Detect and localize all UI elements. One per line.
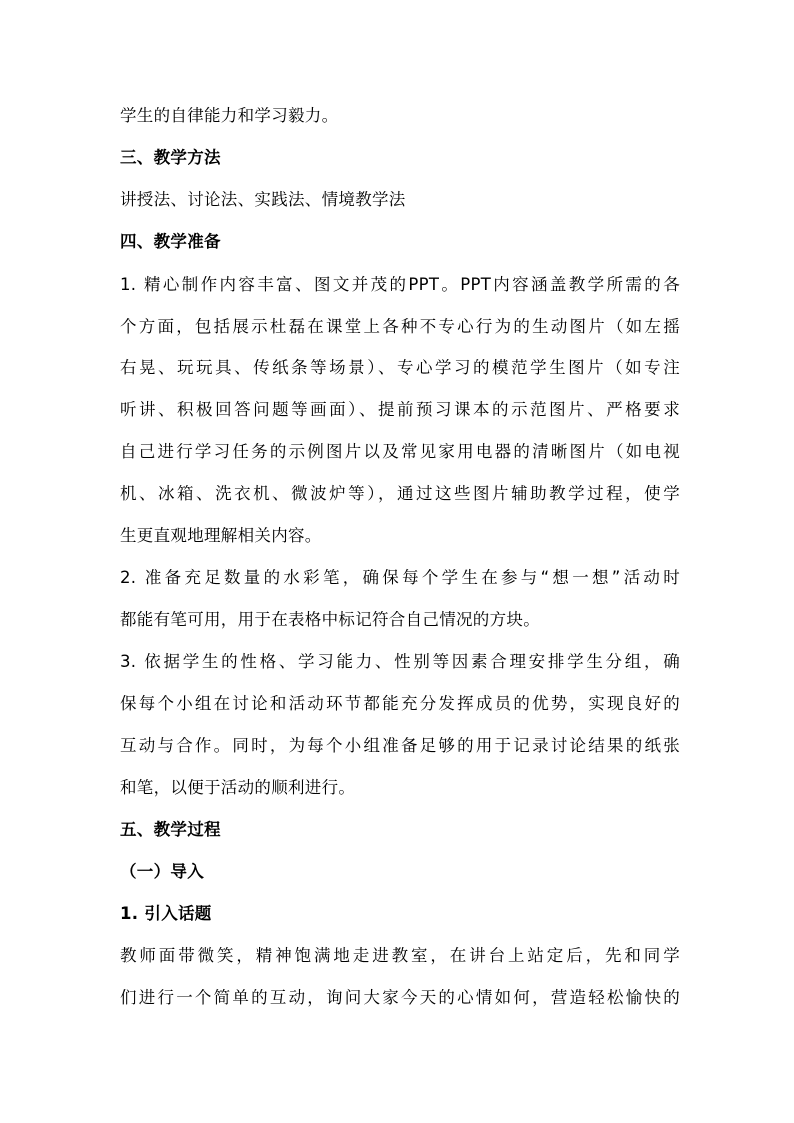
intro-paragraph-line-2: 们进行一个简单的互动，询问大家今天的心情如何，营造轻松愉快的 <box>120 988 680 1007</box>
prep-item-3-line-4: 和笔，以便于活动的顺利进行。 <box>120 778 356 797</box>
prep-item-1-line-2: 个方面，包括展示杜磊在课堂上各种不专心行为的生动图片（如左摇 <box>120 317 680 336</box>
sub-subsection-heading-topic: 1. 引入话题 <box>120 904 212 923</box>
paragraph-line-continuation: 学生的自律能力和学习毅力。 <box>120 106 339 125</box>
prep-item-3-line-2: 保每个小组在讨论和活动环节都能充分发挥成员的优势，实现良好的 <box>120 694 680 713</box>
prep-item-2-line-1: 2. 准备充足数量的水彩笔，确保每个学生在参与“想一想”活动时 <box>120 568 680 587</box>
prep-item-1-line-7: 生更直观地理解相关内容。 <box>120 526 322 545</box>
prep-item-3-line-3: 互动与合作。同时，为每个小组准备足够的用于记录讨论结果的纸张 <box>120 736 680 755</box>
prep-item-1-line-4: 听讲、积极回答问题等画面）、提前预习课本的示范图片、严格要求 <box>120 400 680 419</box>
prep-item-3-line-1: 3. 依据学生的性格、学习能力、性别等因素合理安排学生分组，确 <box>120 652 680 671</box>
prep-item-2-line-2: 都能有笔可用，用于在表格中标记符合自己情况的方块。 <box>120 610 540 629</box>
prep-item-1-line-3: 右晃、玩玩具、传纸条等场景）、专心学习的模范学生图片（如专注 <box>120 358 680 377</box>
subsection-heading-introduction: （一）导入 <box>120 862 204 881</box>
prep-item-1-line-1: 1. 精心制作内容丰富、图文并茂的PPT。PPT内容涵盖教学所需的各 <box>120 275 680 294</box>
section-heading-teaching-preparation: 四、教学准备 <box>120 232 221 251</box>
prep-item-1-line-6: 机、冰箱、洗衣机、微波炉等），通过这些图片辅助教学过程，使学 <box>120 484 680 503</box>
section-heading-teaching-methods: 三、教学方法 <box>120 148 221 167</box>
intro-paragraph-line-1: 教师面带微笑，精神饱满地走进教室，在讲台上站定后，先和同学 <box>120 946 680 965</box>
section-heading-teaching-process: 五、教学过程 <box>120 820 221 839</box>
methods-list-line: 讲授法、讨论法、实践法、情境教学法 <box>120 190 406 209</box>
prep-item-1-line-5: 自己进行学习任务的示例图片以及常见家用电器的清晰图片（如电视 <box>120 442 680 461</box>
